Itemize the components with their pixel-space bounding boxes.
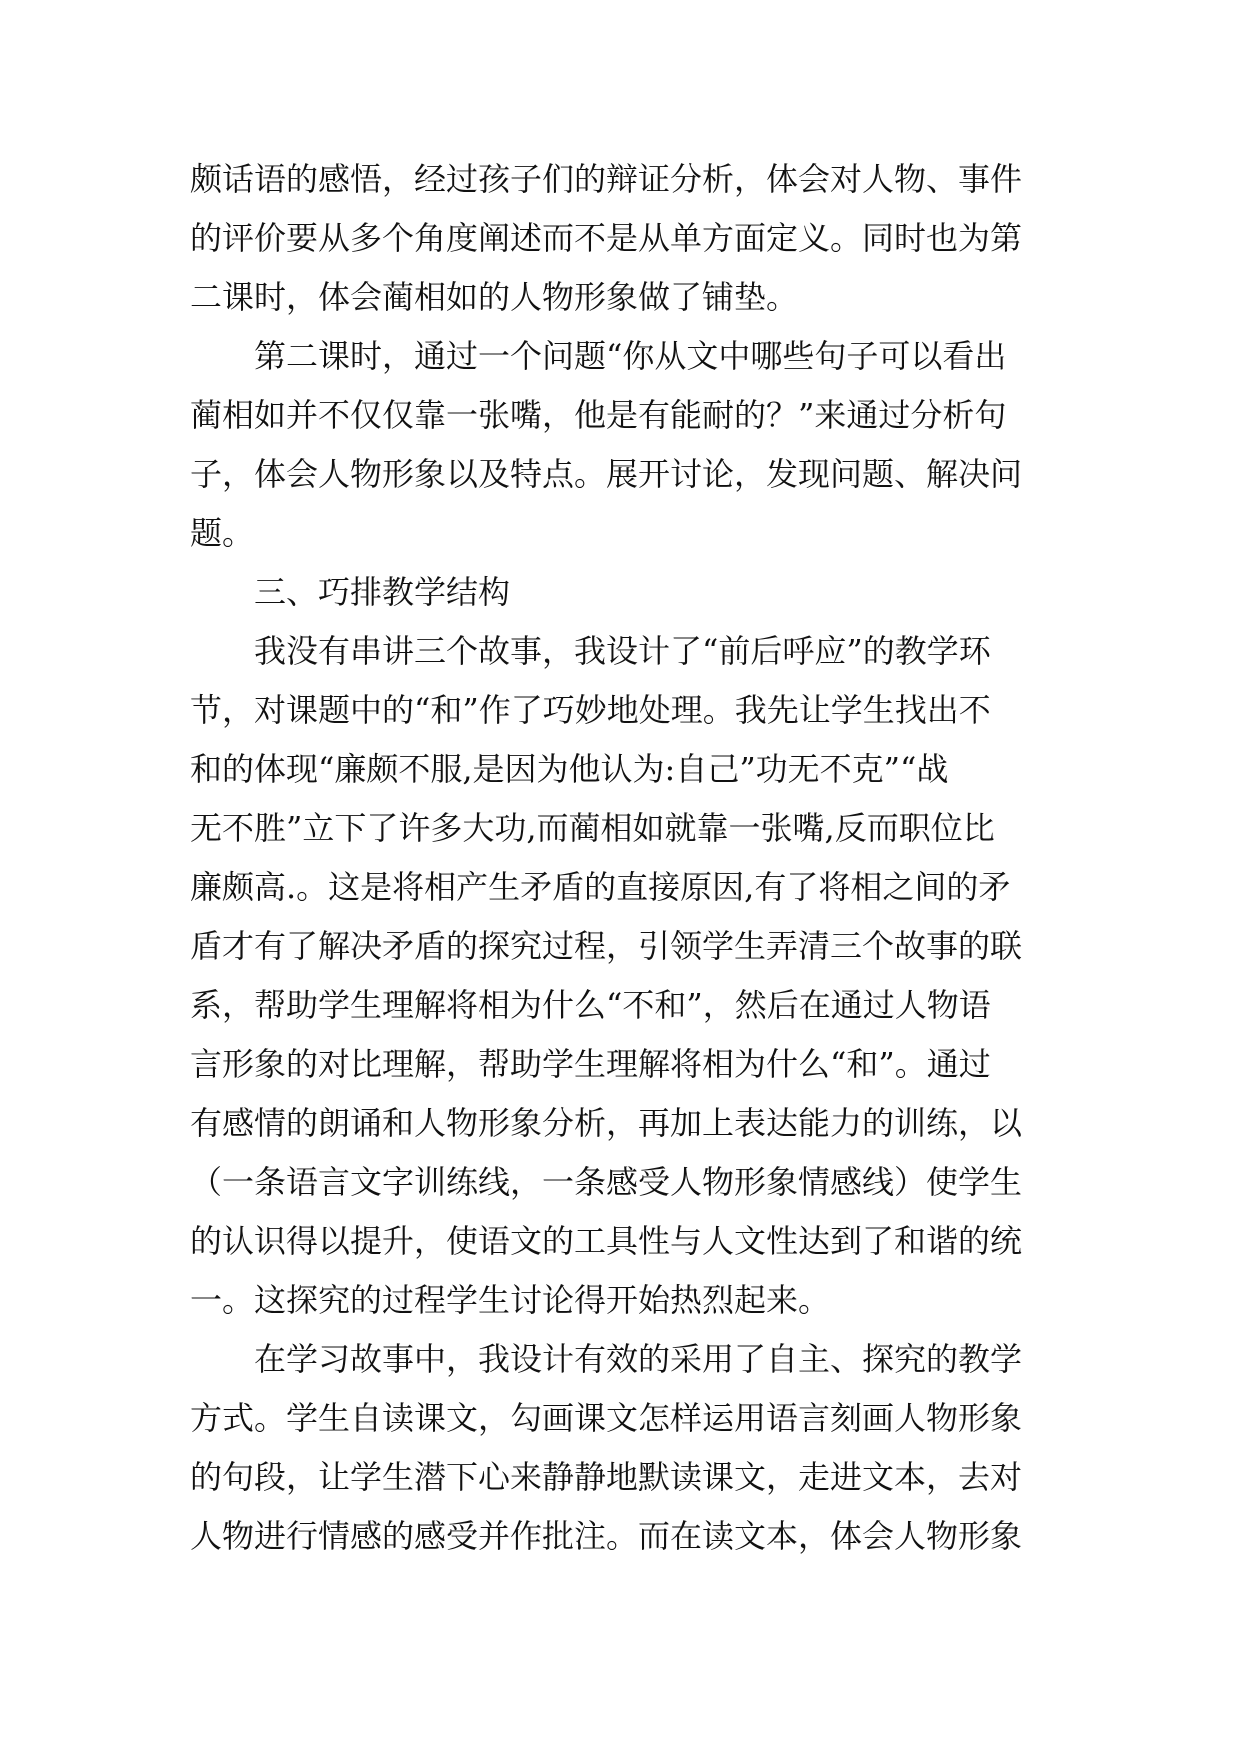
text-line: 蔺相如并不仅仅靠一张嘴，他是有能耐的？”来通过分析句 <box>190 396 1007 434</box>
paragraph-start-line: 第二课时，通过一个问题“你从文中哪些句子可以看出 <box>254 337 1007 375</box>
text-line: 的认识得以提升，使语文的工具性与人文性达到了和谐的统 <box>190 1222 1023 1260</box>
section-heading: 三、巧排教学结构 <box>254 573 511 611</box>
text-line: 无不胜”立下了许多大功,而蔺相如就靠一张嘴,反而职位比 <box>190 809 995 847</box>
text-line: 题。 <box>190 514 255 552</box>
text-line: 系，帮助学生理解将相为什么“不和”，然后在通过人物语 <box>190 986 991 1024</box>
paragraph-start-line: 在学习故事中，我设计有效的采用了自主、探究的教学 <box>254 1340 1023 1378</box>
text-line: 的评价要从多个角度阐述而不是从单方面定义。同时也为第 <box>190 219 1023 257</box>
text-line: 的句段，让学生潜下心来静静地默读课文，走进文本，去对 <box>190 1458 1023 1496</box>
paragraph-start-line: 我没有串讲三个故事，我设计了“前后呼应”的教学环 <box>254 632 991 670</box>
text-line: 一。这探究的过程学生讨论得开始热烈起来。 <box>190 1281 831 1319</box>
text-line: 盾才有了解决矛盾的探究过程，引领学生弄清三个故事的联 <box>190 927 1023 965</box>
text-line: 方式。学生自读课文，勾画课文怎样运用语言刻画人物形象 <box>190 1399 1023 1437</box>
text-line: 人物进行情感的感受并作批注。而在读文本，体会人物形象 <box>190 1517 1023 1555</box>
text-line: 和的体现“廉颇不服,是因为他认为:自己”功无不克”“战 <box>190 750 949 788</box>
text-line: （一条语言文字训练线，一条感受人物形象情感线）使学生 <box>190 1163 1023 1201</box>
text-line: 廉颇高.。这是将相产生矛盾的直接原因,有了将相之间的矛 <box>190 868 1011 906</box>
text-line: 有感情的朗诵和人物形象分析，再加上表达能力的训练，以 <box>190 1104 1023 1142</box>
text-line: 二课时，体会蔺相如的人物形象做了铺垫。 <box>190 278 799 316</box>
text-line: 言形象的对比理解，帮助学生理解将相为什么“和”。通过 <box>190 1045 991 1083</box>
document-page <box>190 150 1052 1566</box>
text-line: 子，体会人物形象以及特点。展开讨论，发现问题、解决问 <box>190 455 1023 493</box>
text-line: 节，对课题中的“和”作了巧妙地处理。我先让学生找出不 <box>190 691 991 729</box>
text-line: 颇话语的感悟，经过孩子们的辩证分析，体会对人物、事件 <box>190 160 1023 198</box>
